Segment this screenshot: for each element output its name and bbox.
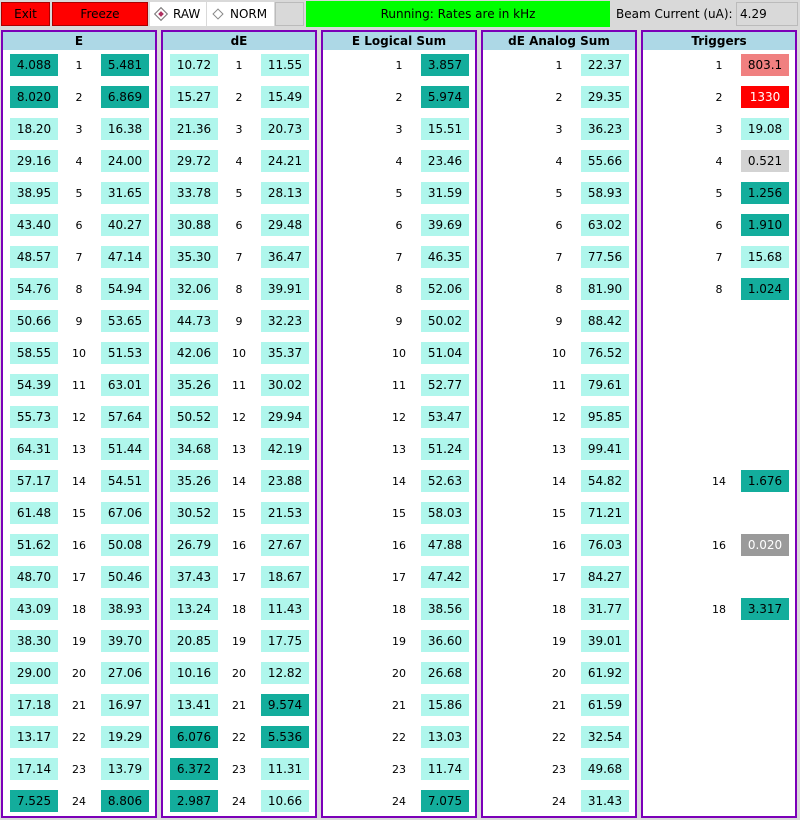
rate-cell: 32.06 [170,278,218,300]
channel-number: 7 [395,250,403,264]
rate-cell: 16.38 [101,118,149,140]
rate-cell: 6.372 [170,758,218,780]
channel-number: 16 [72,538,86,552]
panel-de-analog-sum [481,30,637,818]
channel-number: 12 [392,410,406,424]
rate-cell: 52.06 [421,278,469,300]
rate-cell: 18.20 [10,118,58,140]
rate-cell: 16.97 [101,694,149,716]
raw-radio[interactable] [150,2,206,26]
channel-number: 5 [395,186,403,200]
channel-number: 15 [392,506,406,520]
rate-cell: 5.536 [261,726,309,748]
rate-cell: 67.06 [101,502,149,524]
rate-cell: 3.857 [421,54,469,76]
channel-number: 4 [395,154,403,168]
rate-cell: 61.92 [581,662,629,684]
channel-number: 15 [72,506,86,520]
rate-cell: 27.06 [101,662,149,684]
rate-cell: 20.85 [170,630,218,652]
channel-number: 18 [232,602,246,616]
rate-cell: 31.65 [101,182,149,204]
rate-cell: 61.59 [581,694,629,716]
rate-cell: 29.35 [581,86,629,108]
rate-cell: 13.03 [421,726,469,748]
rate-cell: 58.03 [421,502,469,524]
channel-number: 20 [392,666,406,680]
rate-cell: 38.30 [10,630,58,652]
rate-cell: 8.020 [10,86,58,108]
rate-cell: 2.987 [170,790,218,812]
rate-cell: 58.55 [10,342,58,364]
panel-e-logical-sum [321,30,477,818]
radio-unselected-icon [212,8,223,19]
channel-number: 4 [715,154,723,168]
panel-e-title: E [3,32,155,50]
rate-cell: 40.27 [101,214,149,236]
rate-cell: 37.43 [170,566,218,588]
channel-number: 6 [555,218,563,232]
rate-cell: 6.076 [170,726,218,748]
rate-cell: 21.53 [261,502,309,524]
rate-cell: 58.93 [581,182,629,204]
rate-cell: 9.574 [261,694,309,716]
rate-cell: 31.43 [581,790,629,812]
channel-number: 1 [395,58,403,72]
rate-cell: 27.67 [261,534,309,556]
channel-number: 7 [235,250,243,264]
rate-cell: 36.47 [261,246,309,268]
channel-number: 17 [232,570,246,584]
channel-number: 11 [72,378,86,392]
rate-cell: 26.68 [421,662,469,684]
rate-cell: 79.61 [581,374,629,396]
channel-number: 2 [555,90,563,104]
rate-cell: 48.70 [10,566,58,588]
rate-cell: 38.56 [421,598,469,620]
beam-current-value: 4.29 [736,2,798,26]
channel-number: 16 [392,538,406,552]
rate-cell: 51.24 [421,438,469,460]
rate-cell: 39.69 [421,214,469,236]
rate-cell: 5.481 [101,54,149,76]
channel-number: 21 [72,698,86,712]
rate-cell: 29.16 [10,150,58,172]
channel-number: 8 [75,282,83,296]
channel-number: 22 [232,730,246,744]
rate-cell: 51.53 [101,342,149,364]
rate-cell: 47.42 [421,566,469,588]
rate-cell: 19.29 [101,726,149,748]
rate-cell: 26.79 [170,534,218,556]
rate-cell: 51.04 [421,342,469,364]
rate-cell: 57.64 [101,406,149,428]
channel-number: 16 [712,538,726,552]
channel-number: 10 [72,346,86,360]
rate-cell: 51.62 [10,534,58,556]
channel-number: 9 [75,314,83,328]
channel-number: 20 [552,666,566,680]
channel-number: 1 [235,58,243,72]
rate-cell: 10.72 [170,54,218,76]
panel-triggers [641,30,797,818]
norm-label: NORM [230,7,268,21]
channel-number: 11 [392,378,406,392]
rate-cell: 46.35 [421,246,469,268]
rate-cell: 43.09 [10,598,58,620]
rate-cell: 57.17 [10,470,58,492]
rate-cell: 30.52 [170,502,218,524]
rate-cell: 49.68 [581,758,629,780]
status-banner: Running: Rates are in kHz [306,1,610,27]
rate-cell: 29.72 [170,150,218,172]
channel-number: 5 [555,186,563,200]
channel-number: 24 [72,794,86,808]
rate-cell: 76.03 [581,534,629,556]
toolbar [0,0,800,28]
rate-cell: 11.31 [261,758,309,780]
rate-cell: 31.59 [421,182,469,204]
rate-cell: 15.27 [170,86,218,108]
channel-number: 5 [235,186,243,200]
rate-cell: 61.48 [10,502,58,524]
channel-number: 22 [392,730,406,744]
panel-e-logical-sum-title: E Logical Sum [323,32,475,50]
channel-number: 5 [715,186,723,200]
channel-number: 14 [712,474,726,488]
rate-cell: 63.01 [101,374,149,396]
rate-cell: 35.30 [170,246,218,268]
channel-number: 3 [235,122,243,136]
rate-cell: 803.1 [741,54,789,76]
channel-number: 9 [395,314,403,328]
rate-cell: 18.67 [261,566,309,588]
channel-number: 14 [232,474,246,488]
rate-cell: 42.19 [261,438,309,460]
beam-current-label: Beam Current (uA): [616,7,733,21]
channel-number: 6 [395,218,403,232]
channel-number: 18 [72,602,86,616]
rate-cell: 3.317 [741,598,789,620]
rate-cell: 44.73 [170,310,218,332]
rate-cell: 28.13 [261,182,309,204]
channel-number: 21 [392,698,406,712]
rate-cell: 38.95 [10,182,58,204]
rate-cell: 35.26 [170,374,218,396]
rate-cell: 13.79 [101,758,149,780]
rate-cell: 10.66 [261,790,309,812]
rate-cell: 23.46 [421,150,469,172]
rate-cell: 20.73 [261,118,309,140]
rate-cell: 39.91 [261,278,309,300]
rate-cell: 36.60 [421,630,469,652]
channel-number: 15 [232,506,246,520]
channel-number: 12 [232,410,246,424]
channel-number: 16 [232,538,246,552]
rate-cell: 1.910 [741,214,789,236]
rate-cell: 29.94 [261,406,309,428]
channel-number: 3 [555,122,563,136]
channel-number: 19 [392,634,406,648]
channel-number: 9 [235,314,243,328]
channel-number: 4 [235,154,243,168]
channel-number: 17 [392,570,406,584]
channel-number: 13 [232,442,246,456]
channel-number: 2 [715,90,723,104]
channel-number: 19 [72,634,86,648]
rate-cell: 54.82 [581,470,629,492]
rate-cell: 35.26 [170,470,218,492]
rate-cell: 39.70 [101,630,149,652]
rate-cell: 15.68 [741,246,789,268]
channel-number: 5 [75,186,83,200]
rate-cell: 11.55 [261,54,309,76]
channel-number: 21 [232,698,246,712]
channel-number: 6 [235,218,243,232]
rate-cell: 17.14 [10,758,58,780]
rate-cell: 5.974 [421,86,469,108]
rate-cell: 1.256 [741,182,789,204]
channel-number: 4 [75,154,83,168]
rate-cell: 34.68 [170,438,218,460]
channel-number: 7 [555,250,563,264]
channel-number: 18 [392,602,406,616]
rate-cell: 15.86 [421,694,469,716]
rate-cell: 32.54 [581,726,629,748]
channel-number: 12 [552,410,566,424]
channel-number: 23 [72,762,86,776]
rate-cell: 76.52 [581,342,629,364]
rate-cell: 0.521 [741,150,789,172]
rate-cell: 35.37 [261,342,309,364]
rate-cell: 30.88 [170,214,218,236]
channel-number: 7 [75,250,83,264]
channel-number: 24 [552,794,566,808]
rate-cell: 54.76 [10,278,58,300]
rate-cell: 51.44 [101,438,149,460]
channel-number: 10 [232,346,246,360]
rate-cell: 95.85 [581,406,629,428]
rate-cell: 17.18 [10,694,58,716]
panel-e [1,30,157,818]
channel-number: 23 [552,762,566,776]
channel-number: 3 [75,122,83,136]
panel-triggers-title: Triggers [643,32,795,50]
rate-cell: 54.39 [10,374,58,396]
channel-number: 8 [555,282,563,296]
channel-number: 2 [395,90,403,104]
channel-number: 23 [392,762,406,776]
rate-cell: 1.676 [741,470,789,492]
rate-cell: 52.63 [421,470,469,492]
rate-cell: 6.869 [101,86,149,108]
rate-cell: 53.65 [101,310,149,332]
channel-number: 9 [555,314,563,328]
channel-number: 24 [232,794,246,808]
norm-radio[interactable] [207,2,274,26]
channel-number: 14 [392,474,406,488]
rate-cell: 1330 [741,86,789,108]
rate-cell: 63.02 [581,214,629,236]
rate-cell: 54.94 [101,278,149,300]
rate-cell: 13.17 [10,726,58,748]
channel-number: 3 [395,122,403,136]
rate-cell: 21.36 [170,118,218,140]
channel-number: 10 [392,346,406,360]
rate-cell: 42.06 [170,342,218,364]
rate-cell: 50.08 [101,534,149,556]
rate-cell: 13.24 [170,598,218,620]
rate-cell: 99.41 [581,438,629,460]
rate-cell: 7.525 [10,790,58,812]
rate-cell: 15.51 [421,118,469,140]
rate-cell: 64.31 [10,438,58,460]
rate-cell: 11.43 [261,598,309,620]
channel-number: 13 [72,442,86,456]
rate-cell: 88.42 [581,310,629,332]
channel-number: 10 [552,346,566,360]
channel-number: 20 [72,666,86,680]
radio-selected-icon [155,8,166,19]
toolbar-spacer [275,2,304,26]
rate-cell: 29.48 [261,214,309,236]
panel-de [161,30,317,818]
rate-cell: 43.40 [10,214,58,236]
panel-de-title: dE [163,32,315,50]
rate-cell: 33.78 [170,182,218,204]
channel-number: 19 [552,634,566,648]
channel-number: 22 [552,730,566,744]
channel-number: 14 [552,474,566,488]
channel-number: 3 [715,122,723,136]
rate-cell: 29.00 [10,662,58,684]
channel-number: 2 [75,90,83,104]
rate-cell: 4.088 [10,54,58,76]
rate-cell: 31.77 [581,598,629,620]
channel-number: 23 [232,762,246,776]
channel-number: 15 [552,506,566,520]
channel-number: 13 [392,442,406,456]
channel-number: 12 [72,410,86,424]
rate-cell: 1.024 [741,278,789,300]
rate-cell: 84.27 [581,566,629,588]
channel-number: 2 [235,90,243,104]
channel-number: 17 [72,570,86,584]
channel-number: 24 [392,794,406,808]
channel-number: 20 [232,666,246,680]
rate-cell: 13.41 [170,694,218,716]
freeze-button[interactable]: Freeze [52,2,148,26]
channel-number: 4 [555,154,563,168]
rate-cell: 50.66 [10,310,58,332]
rate-cell: 30.02 [261,374,309,396]
channel-number: 13 [552,442,566,456]
channel-number: 17 [552,570,566,584]
channel-number: 1 [75,58,83,72]
channel-number: 1 [715,58,723,72]
channel-number: 18 [552,602,566,616]
channel-number: 7 [715,250,723,264]
rate-cell: 50.52 [170,406,218,428]
rate-cell: 7.075 [421,790,469,812]
channel-number: 6 [75,218,83,232]
rate-cell: 24.00 [101,150,149,172]
rate-cell: 10.16 [170,662,218,684]
channel-number: 11 [552,378,566,392]
rate-cell: 50.02 [421,310,469,332]
rate-cell: 36.23 [581,118,629,140]
rate-cell: 15.49 [261,86,309,108]
channel-number: 14 [72,474,86,488]
channel-number: 1 [555,58,563,72]
rate-cell: 32.23 [261,310,309,332]
rate-cell: 52.77 [421,374,469,396]
rate-cell: 24.21 [261,150,309,172]
rate-cell: 17.75 [261,630,309,652]
channel-number: 19 [232,634,246,648]
rate-cell: 55.73 [10,406,58,428]
rate-cell: 12.82 [261,662,309,684]
rate-cell: 0.020 [741,534,789,556]
rate-cell: 23.88 [261,470,309,492]
rate-cell: 38.93 [101,598,149,620]
rate-cell: 48.57 [10,246,58,268]
raw-label: RAW [173,7,201,21]
rate-cell: 50.46 [101,566,149,588]
rate-cell: 8.806 [101,790,149,812]
rate-cell: 39.01 [581,630,629,652]
channel-number: 11 [232,378,246,392]
channel-number: 18 [712,602,726,616]
channel-number: 6 [715,218,723,232]
channel-number: 8 [715,282,723,296]
rate-cell: 11.74 [421,758,469,780]
channel-number: 22 [72,730,86,744]
rate-cell: 19.08 [741,118,789,140]
rate-cell: 81.90 [581,278,629,300]
channel-number: 8 [235,282,243,296]
exit-button[interactable]: Exit [1,2,50,26]
channel-number: 21 [552,698,566,712]
rate-cell: 71.21 [581,502,629,524]
rate-cell: 77.56 [581,246,629,268]
channel-number: 8 [395,282,403,296]
panel-de-analog-sum-title: dE Analog Sum [483,32,635,50]
rate-cell: 53.47 [421,406,469,428]
rate-cell: 47.14 [101,246,149,268]
rate-cell: 54.51 [101,470,149,492]
channel-number: 16 [552,538,566,552]
rate-cell: 55.66 [581,150,629,172]
rate-cell: 22.37 [581,54,629,76]
rate-cell: 47.88 [421,534,469,556]
